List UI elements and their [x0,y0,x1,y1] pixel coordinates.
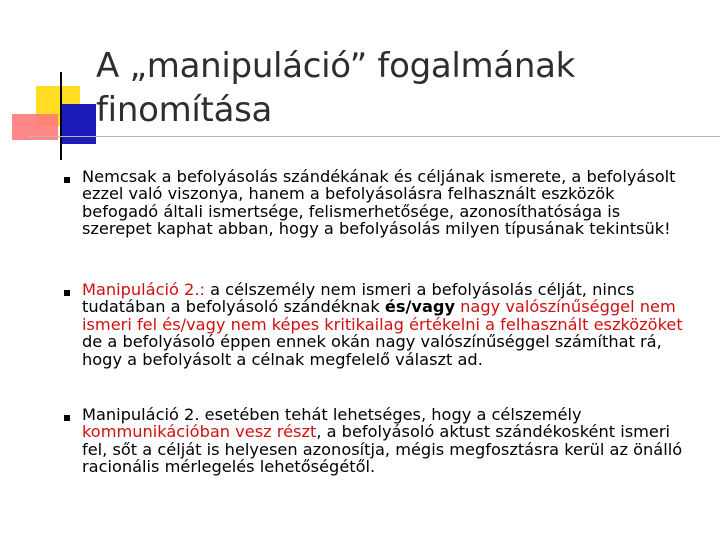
bullet-paragraph-1: Nemcsak a befolyásolás szándékának és céljának ismerete, a befolyásolt ezzel való viszonya, hanem a befolyásolásra felhasznált eszközök befogadó általi ismertsége, felismerhetősége, azonosíthatósága is szerepet kaphat abban, hogy a befolyásolás milyen típusának tekintsük! [82,167,676,239]
title-divider [28,136,720,137]
text-segment: a célszemély nem ismeri a befolyásolás célját, nincs tudatában a befolyásoló szándéknak [82,280,635,317]
decor-blue-square [60,104,96,144]
and-or-emphasis: és/vagy [384,297,456,317]
manipulation-2-label: Manipuláció 2.: [82,280,205,299]
text-segment: Manipuláció 2. esetében tehát lehetséges, hogy a célszemély [82,405,582,424]
bullet-marker [64,177,70,183]
bullet-paragraph-3 [82,406,692,476]
decor-vertical-line [60,72,62,160]
bullet-paragraph-2 [82,281,692,368]
bullet-marker [64,290,70,296]
highlighted-segment: nagy valószínűséggel nem ismeri fel és/vagy nem képes kritikailag értékelni a felhasznált eszközöket [82,297,683,334]
text-segment: de a befolyásoló éppen ennek okán nagy valószínűséggel számíthat rá, hogy a befolyásolt a célnak megfelelő választ ad. [82,332,662,369]
highlighted-segment: kommunikációban vesz részt [82,422,317,442]
bullet-marker [64,415,70,421]
text-segment: , a befolyásoló aktust szándékosként ismeri fel, sőt a célját is helyesen azonosítja, mégis megfosztásra kerül az önálló racionális mérlegelés lehetőségétől. [82,422,683,477]
slide-title: A „manipuláció” fogalmának finomítása [96,46,576,130]
